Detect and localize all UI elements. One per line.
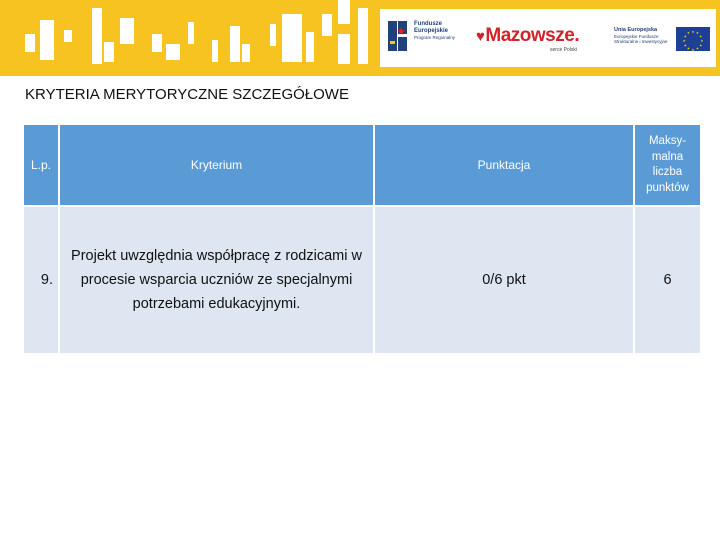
svg-text:★: ★ xyxy=(695,31,700,36)
fundusze-logo-label: Fundusze Europejskie xyxy=(414,21,449,34)
header-criterion: Kryterium xyxy=(59,124,374,206)
svg-text:★: ★ xyxy=(700,38,704,43)
svg-text:★: ★ xyxy=(691,47,695,51)
mazowsze-logo xyxy=(476,25,594,47)
banner-block xyxy=(25,34,35,52)
table-row xyxy=(23,206,701,354)
banner-block xyxy=(282,14,302,62)
criteria-table xyxy=(22,123,702,355)
banner-block xyxy=(270,24,276,46)
banner-block xyxy=(92,8,102,64)
banner-block xyxy=(166,44,180,60)
banner-block xyxy=(120,18,134,44)
header-score: Punktacja xyxy=(374,124,634,206)
banner-block xyxy=(104,42,114,62)
page-title: KRYTERIA MERYTORYCZNE SZCZEGÓŁOWE xyxy=(25,86,349,103)
banner-block xyxy=(40,20,54,60)
banner-block xyxy=(338,0,350,24)
banner-block xyxy=(152,34,162,52)
fundusze-logo-sub: Program Regionalny xyxy=(414,35,456,40)
svg-text:★: ★ xyxy=(699,43,703,48)
header-max-points: Maksy-malna liczba punktów xyxy=(634,124,701,206)
eu-flag-icon xyxy=(676,27,710,51)
table-header-row xyxy=(23,124,701,206)
heart-icon: ♥ xyxy=(476,28,485,45)
fundusze-logo-text xyxy=(414,21,474,42)
banner-block xyxy=(230,26,240,62)
mazowsze-logo-label: Mazowsze. xyxy=(485,25,580,46)
svg-text:★: ★ xyxy=(686,46,691,51)
row-max-points: 6 xyxy=(634,206,701,354)
svg-text:★: ★ xyxy=(683,34,687,39)
header-banner xyxy=(0,0,720,76)
eu-logo-label: Unia Europejska xyxy=(614,27,658,33)
banner-block xyxy=(358,8,368,64)
fundusze-europejskie-logo xyxy=(388,21,410,51)
svg-text:★: ★ xyxy=(683,43,687,48)
svg-text:★: ★ xyxy=(695,46,700,51)
mazowsze-logo-sub: serce Polski xyxy=(550,47,577,53)
row-score: 0/6 pkt xyxy=(374,206,634,354)
banner-block xyxy=(242,44,250,62)
banner-block xyxy=(338,34,350,64)
banner-block xyxy=(188,22,194,44)
row-lp: 9. xyxy=(23,206,59,354)
eu-logo-text xyxy=(614,27,684,45)
svg-text:★: ★ xyxy=(691,30,695,34)
logo-strip xyxy=(380,9,716,67)
banner-block xyxy=(306,32,314,62)
row-criterion: Projekt uwzględnia współpracę z rodzicami w procesie wsparcia uczniów ze specjalnymi potrzebami edukacyjnymi. xyxy=(59,206,374,354)
svg-text:★: ★ xyxy=(699,34,703,39)
banner-block xyxy=(212,40,218,62)
header-lp: L.p. xyxy=(23,124,59,206)
svg-text:★: ★ xyxy=(682,38,686,43)
svg-text:★: ★ xyxy=(686,31,691,36)
banner-block xyxy=(64,30,72,42)
banner-block xyxy=(322,14,332,36)
eu-logo-sub: Europejskie Fundusze Strukturalne i Inwestycyjne xyxy=(614,33,668,44)
